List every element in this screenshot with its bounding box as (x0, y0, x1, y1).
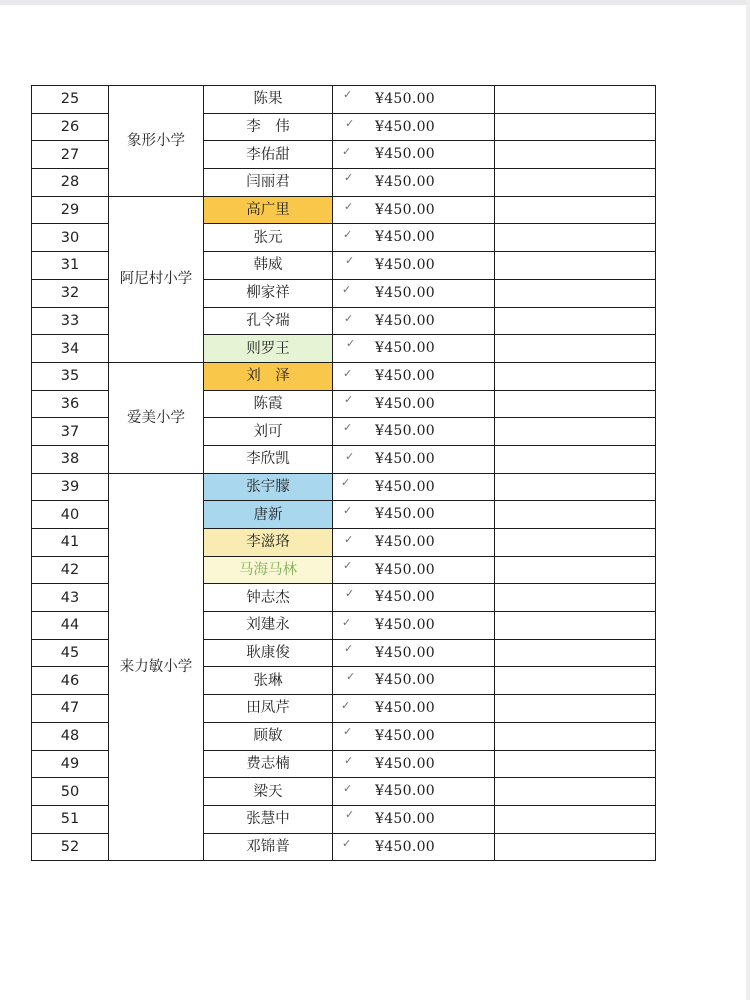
amount-cell (333, 445, 495, 473)
check-mark-icon: ✓ (343, 228, 353, 242)
stipend-roster-table (31, 85, 656, 861)
school-name-cell (109, 473, 204, 861)
remarks-cell (495, 279, 656, 307)
row-number: 38 (32, 445, 109, 473)
check-mark-icon: ✓ (344, 311, 354, 325)
remarks-cell (495, 639, 656, 667)
row-number: 50 (32, 778, 109, 806)
amount-value: ¥450.00 (375, 229, 435, 246)
row-number: 41 (32, 529, 109, 557)
remarks-cell (495, 805, 656, 833)
amount-cell (333, 307, 495, 335)
scan-top-edge (0, 0, 750, 5)
remarks-cell (495, 695, 656, 723)
student-name: 刘 泽 (204, 362, 333, 390)
student-name: 韩威 (204, 252, 333, 280)
amount-cell (333, 141, 495, 169)
check-mark-icon: ✓ (345, 254, 355, 268)
student-name: 陈果 (204, 86, 333, 114)
row-number: 31 (32, 252, 109, 280)
scan-right-edge (746, 0, 750, 1000)
amount-cell (333, 113, 495, 141)
amount-value: ¥450.00 (375, 395, 435, 412)
amount-value: ¥450.00 (375, 506, 435, 523)
row-number: 39 (32, 473, 109, 501)
remarks-cell (495, 86, 656, 114)
check-mark-icon: ✓ (344, 171, 354, 185)
remarks-cell (495, 196, 656, 224)
row-number: 40 (32, 501, 109, 529)
amount-value: ¥450.00 (375, 617, 435, 634)
remarks-cell (495, 556, 656, 584)
check-mark-icon: ✓ (345, 807, 355, 821)
table-row (32, 362, 656, 390)
amount-value: ¥450.00 (375, 423, 435, 440)
check-mark-icon: ✓ (343, 504, 353, 518)
remarks-cell (495, 252, 656, 280)
row-number: 44 (32, 612, 109, 640)
row-number: 32 (32, 279, 109, 307)
student-name: 李 伟 (204, 113, 333, 141)
student-name: 孔令瑞 (204, 307, 333, 335)
row-number: 27 (32, 141, 109, 169)
amount-value: ¥450.00 (375, 727, 435, 744)
school-name-cell (109, 86, 204, 197)
amount-cell (333, 418, 495, 446)
amount-value: ¥450.00 (375, 312, 435, 329)
check-mark-icon: ✓ (345, 116, 355, 130)
check-mark-icon: ✓ (344, 392, 354, 406)
remarks-cell (495, 584, 656, 612)
remarks-cell (495, 224, 656, 252)
row-number: 51 (32, 805, 109, 833)
amount-value: ¥450.00 (375, 174, 435, 191)
student-name: 李佑甜 (204, 141, 333, 169)
row-number: 46 (32, 667, 109, 695)
student-name: 张元 (204, 224, 333, 252)
roster-body (32, 86, 656, 861)
row-number: 37 (32, 418, 109, 446)
table-row (32, 473, 656, 501)
row-number: 25 (32, 86, 109, 114)
remarks-cell (495, 667, 656, 695)
row-number: 47 (32, 695, 109, 723)
amount-value: ¥450.00 (375, 561, 435, 578)
student-name: 张宇朦 (204, 473, 333, 501)
school-name: 象形小学 (127, 132, 185, 149)
check-mark-icon: ✓ (344, 533, 354, 546)
check-mark-icon: ✓ (346, 337, 356, 351)
amount-value: ¥450.00 (375, 700, 435, 717)
check-mark-icon: ✓ (343, 782, 353, 796)
student-name: 李滋珞 (204, 529, 333, 557)
student-name: 田凤芹 (204, 695, 333, 723)
remarks-cell (495, 390, 656, 418)
check-mark-icon: ✓ (341, 699, 351, 713)
amount-cell (333, 279, 495, 307)
student-name: 费志楠 (204, 750, 333, 778)
table-row (32, 196, 656, 224)
check-mark-icon: ✓ (345, 449, 355, 463)
remarks-cell (495, 335, 656, 363)
amount-cell (333, 695, 495, 723)
remarks-cell (495, 722, 656, 750)
amount-cell (333, 556, 495, 584)
amount-cell (333, 667, 495, 695)
remarks-cell (495, 445, 656, 473)
school-name: 爱美小学 (127, 409, 185, 426)
student-name: 钟志杰 (204, 584, 333, 612)
row-number: 48 (32, 722, 109, 750)
remarks-cell (495, 750, 656, 778)
amount-value: ¥450.00 (375, 644, 435, 661)
row-number: 33 (32, 307, 109, 335)
row-number: 29 (32, 196, 109, 224)
amount-value: ¥450.00 (375, 672, 435, 689)
amount-cell (333, 833, 495, 861)
row-number: 42 (32, 556, 109, 584)
row-number: 34 (32, 335, 109, 363)
row-number: 45 (32, 639, 109, 667)
student-name: 李欣凯 (204, 445, 333, 473)
amount-value: ¥450.00 (375, 589, 435, 606)
amount-cell (333, 778, 495, 806)
student-name: 邓锦普 (204, 833, 333, 861)
check-mark-icon: ✓ (343, 88, 353, 101)
check-mark-icon: ✓ (343, 558, 353, 572)
check-mark-icon: ✓ (344, 753, 354, 767)
student-name: 马海马林 (204, 556, 333, 584)
student-name: 张琳 (204, 667, 333, 695)
remarks-cell (495, 473, 656, 501)
remarks-cell (495, 113, 656, 141)
remarks-cell (495, 501, 656, 529)
table-row (32, 86, 656, 114)
check-mark-icon: ✓ (343, 421, 353, 435)
remarks-cell (495, 362, 656, 390)
student-name: 刘建永 (204, 612, 333, 640)
amount-value: ¥450.00 (375, 284, 435, 301)
student-name: 刘可 (204, 418, 333, 446)
remarks-cell (495, 141, 656, 169)
amount-cell (333, 722, 495, 750)
amount-value: ¥450.00 (375, 146, 435, 163)
student-name: 柳家祥 (204, 279, 333, 307)
school-name: 来力敏小学 (119, 658, 193, 675)
check-mark-icon: ✓ (343, 366, 353, 380)
amount-cell (333, 529, 495, 557)
amount-value: ¥450.00 (375, 755, 435, 772)
amount-cell (333, 362, 495, 390)
amount-value: ¥450.00 (375, 367, 435, 384)
check-mark-icon: ✓ (345, 587, 355, 601)
amount-value: ¥450.00 (375, 534, 435, 550)
student-name: 梁天 (204, 778, 333, 806)
school-name: 阿尼村小学 (119, 271, 193, 288)
amount-cell (333, 612, 495, 640)
remarks-cell (495, 778, 656, 806)
school-name-cell (109, 362, 204, 473)
remarks-cell (495, 612, 656, 640)
row-number: 28 (32, 169, 109, 197)
remarks-cell (495, 418, 656, 446)
amount-cell (333, 86, 495, 114)
check-mark-icon: ✓ (342, 145, 352, 159)
check-mark-icon: ✓ (343, 724, 353, 738)
check-mark-icon: ✓ (346, 670, 356, 684)
amount-value: ¥450.00 (375, 478, 435, 495)
amount-cell (333, 639, 495, 667)
remarks-cell (495, 529, 656, 557)
student-name: 高广里 (204, 196, 333, 224)
amount-cell (333, 473, 495, 501)
amount-value: ¥450.00 (375, 257, 435, 274)
student-name: 则罗王 (204, 335, 333, 363)
check-mark-icon: ✓ (342, 616, 352, 630)
check-mark-icon: ✓ (344, 641, 354, 655)
student-name: 陈霞 (204, 390, 333, 418)
remarks-cell (495, 169, 656, 197)
amount-cell (333, 335, 495, 363)
amount-cell (333, 169, 495, 197)
remarks-cell (495, 833, 656, 861)
amount-value: ¥450.00 (375, 118, 435, 135)
student-name: 顾敏 (204, 722, 333, 750)
check-mark-icon: ✓ (341, 475, 351, 489)
row-number: 49 (32, 750, 109, 778)
remarks-cell (495, 307, 656, 335)
amount-cell (333, 224, 495, 252)
amount-value: ¥450.00 (375, 810, 435, 827)
student-name: 唐新 (204, 501, 333, 529)
amount-cell (333, 252, 495, 280)
row-number: 43 (32, 584, 109, 612)
amount-value: ¥450.00 (375, 783, 435, 800)
amount-value: ¥450.00 (375, 201, 435, 218)
student-name: 闫丽君 (204, 169, 333, 197)
school-name-cell (109, 196, 204, 362)
row-number: 36 (32, 390, 109, 418)
amount-cell (333, 805, 495, 833)
check-mark-icon: ✓ (342, 836, 352, 850)
row-number: 35 (32, 362, 109, 390)
amount-cell (333, 390, 495, 418)
amount-cell (333, 196, 495, 224)
amount-value: ¥450.00 (375, 91, 435, 107)
amount-value: ¥450.00 (375, 450, 435, 467)
amount-value: ¥450.00 (375, 838, 435, 855)
row-number: 26 (32, 113, 109, 141)
amount-value: ¥450.00 (375, 340, 435, 357)
check-mark-icon: ✓ (344, 199, 354, 213)
amount-cell (333, 750, 495, 778)
student-name: 耿康俊 (204, 639, 333, 667)
amount-cell (333, 501, 495, 529)
amount-cell (333, 584, 495, 612)
row-number: 52 (32, 833, 109, 861)
student-name: 张慧中 (204, 805, 333, 833)
check-mark-icon: ✓ (342, 282, 352, 296)
row-number: 30 (32, 224, 109, 252)
